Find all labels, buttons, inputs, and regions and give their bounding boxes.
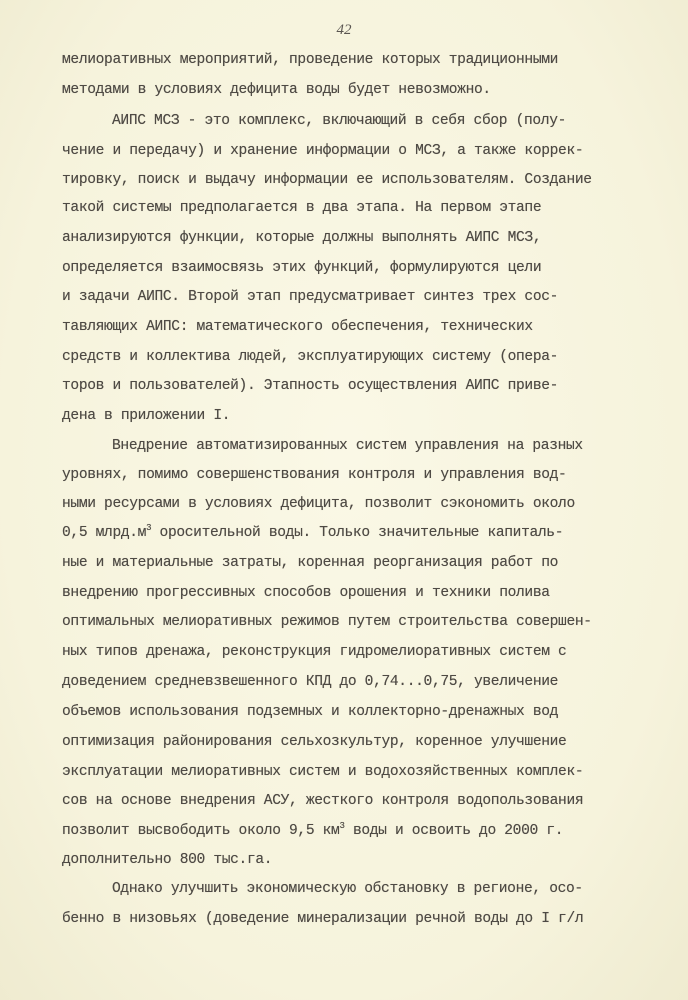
text-line — [62, 703, 558, 721]
text-line — [62, 554, 558, 572]
text-segment: анализируются функции, которые должны выполнять АИПС МСЗ, — [62, 230, 542, 246]
text-segment: 0,5 млрд.м — [62, 525, 147, 541]
text-line — [62, 318, 533, 336]
text-segment: Однако улучшить экономическую обстановку в регионе, осо- — [112, 881, 583, 897]
text-segment: определяется взаимосвязь этих функций, формулируются цели — [62, 260, 542, 276]
superscript: 3 — [146, 523, 152, 533]
page-number: 42 — [336, 22, 352, 38]
superscript: 3 — [339, 821, 345, 831]
text-segment: тавляющих АИПС: математического обеспечения, технических — [62, 319, 533, 335]
text-segment: сов на основе внедрения АСУ, жесткого контроля водопользования — [62, 793, 584, 809]
text-segment: Внедрение автоматизированных систем управления на разных — [112, 438, 583, 454]
text-segment: ными ресурсами в условиях дефицита, позволит сэкономить около — [62, 496, 575, 512]
text-segment: чение и передачу) и хранение информации о МСЗ, а также коррек- — [62, 143, 584, 159]
text-line — [62, 377, 558, 395]
text-line — [62, 348, 558, 366]
text-line — [62, 259, 541, 277]
text-line — [62, 822, 563, 840]
text-line — [112, 112, 566, 130]
text-segment: АИПС МСЗ - это комплекс, включающий в себя сбор (полу- — [112, 113, 567, 129]
text-line — [62, 142, 583, 160]
text-line — [62, 407, 230, 425]
text-line — [62, 466, 566, 484]
text-line — [112, 437, 583, 455]
text-segment: ных типов дренажа, реконструкция гидромелиоративных систем с — [62, 644, 567, 660]
text-line — [62, 495, 575, 513]
text-segment: оптимальных мелиоративных режимов путем строительства совершен- — [62, 614, 592, 630]
text-segment: дена в приложении I. — [62, 408, 231, 424]
text-segment: эксплуатации мелиоративных систем и водохозяйственных комплек- — [62, 764, 584, 780]
text-line — [62, 199, 541, 217]
text-line — [62, 51, 558, 69]
text-segment: такой системы предполагается в два этапа. На первом этапе — [62, 200, 542, 216]
text-segment: позволит высвободить около 9,5 км — [62, 823, 340, 839]
text-line — [62, 288, 558, 306]
text-segment: оросительной воды. Только значительные капиталь- — [151, 525, 564, 541]
text-segment: средств и коллектива людей, эксплуатирующих систему (опера- — [62, 349, 559, 365]
text-segment: объемов использования подземных и коллекторно-дренажных вод — [62, 704, 559, 720]
text-segment: методами в условиях дефицита воды будет невозможно. — [62, 82, 491, 98]
text-segment: воды и освоить до 2000 г. — [344, 823, 564, 839]
text-segment: оптимизация районирования сельхозкультур, коренное улучшение — [62, 734, 567, 750]
text-line — [62, 910, 583, 928]
text-line — [112, 880, 583, 898]
text-line — [62, 524, 563, 542]
text-line — [62, 792, 583, 810]
text-line — [62, 584, 550, 602]
text-segment: мелиоративных мероприятий, проведение которых традиционными — [62, 52, 559, 68]
text-segment: и задачи АИПС. Второй этап предусматривает синтез трех сос- — [62, 289, 559, 305]
text-segment: уровнях, помимо совершенствования контроля и управления вод- — [62, 467, 567, 483]
text-line — [62, 851, 272, 869]
text-line — [62, 763, 583, 781]
text-line — [62, 229, 541, 247]
text-line — [62, 673, 558, 691]
text-segment: внедрению прогрессивных способов орошения и техники полива — [62, 585, 550, 601]
text-segment: торов и пользователей). Этапность осуществления АИПС приве- — [62, 378, 559, 394]
text-segment: ные и материальные затраты, коренная реорганизация работ по — [62, 555, 559, 571]
text-line — [62, 171, 592, 189]
text-line — [62, 613, 592, 631]
text-line — [62, 81, 491, 99]
text-line — [62, 643, 566, 661]
text-segment: тировку, поиск и выдачу информации ее использователям. Создание — [62, 172, 592, 188]
text-segment: дополнительно 800 тыс.га. — [62, 852, 273, 868]
text-segment: бенно в низовьях (доведение минерализации речной воды до I г/л — [62, 911, 584, 927]
text-segment: доведением средневзвешенного КПД до 0,74...0,75, увеличение — [62, 674, 559, 690]
text-line — [62, 733, 566, 751]
